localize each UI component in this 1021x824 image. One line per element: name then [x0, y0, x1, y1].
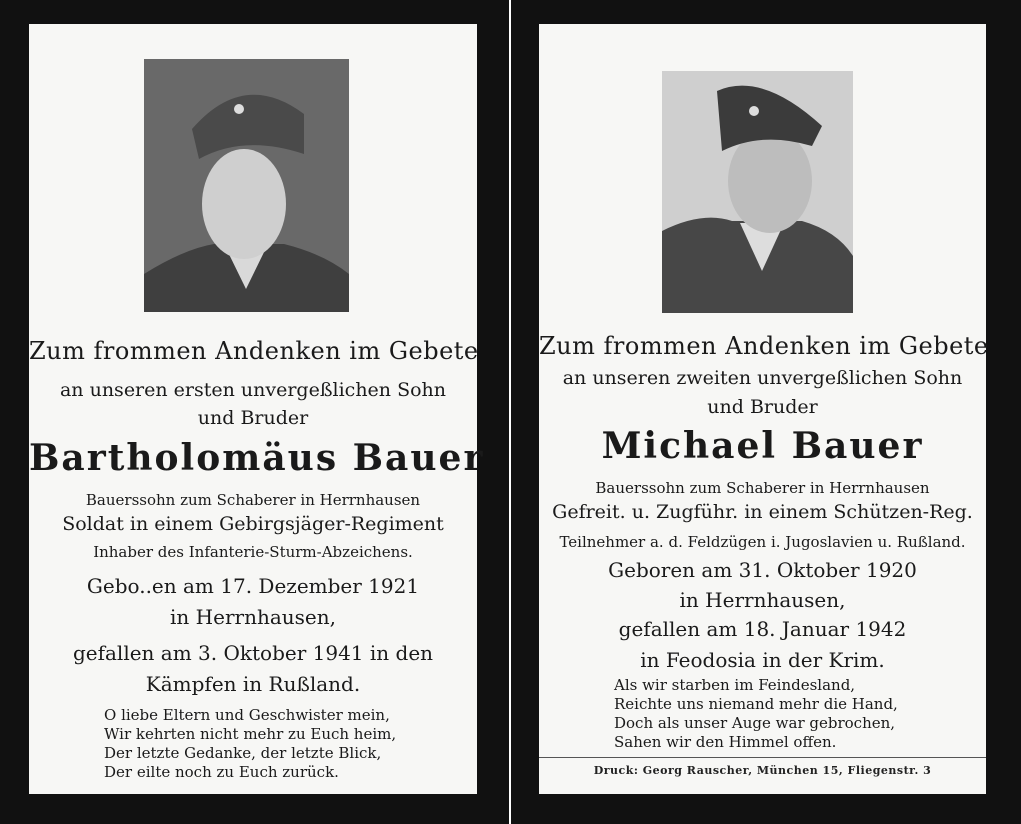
right-campaigns: Teilnehmer a. d. Feldzügen i. Jugoslavien u. Rußland.: [559, 533, 966, 551]
right-unit: Gefreit. u. Zugführ. in einem Schützen-Reg.: [552, 501, 973, 523]
left-heading: Zum frommen Andenken im Gebete: [29, 337, 479, 365]
left-verse-line: Der eilte noch zu Euch zurück.: [104, 763, 339, 781]
right-line1: an unseren zweiten unvergeßlichen Sohn: [562, 367, 963, 389]
left-award: Inhaber des Infanterie-Sturm-Abzeichens.: [93, 543, 413, 561]
right-soldier-photo: [662, 71, 853, 313]
right-occupation: Bauerssohn zum Schaberer in Herrnhausen: [595, 479, 930, 497]
printer-imprint: Druck: Georg Rauscher, München 15, Fliegenstr. 3: [539, 757, 986, 777]
right-verse-line: Reichte uns niemand mehr die Hand,: [614, 695, 898, 713]
right-line2: und Bruder: [707, 396, 818, 418]
left-born: Gebo..en am 17. Dezember 1921: [86, 574, 420, 598]
right-born: Geboren am 31. Oktober 1920: [608, 558, 917, 582]
left-verse-line: Wir kehrten nicht mehr zu Euch heim,: [104, 725, 397, 743]
right-heading: Zum frommen Andenken im Gebete: [539, 332, 989, 360]
right-born-place: in Herrnhausen,: [679, 588, 846, 612]
right-fallen: gefallen am 18. Januar 1942: [618, 617, 907, 641]
left-soldier-photo: [144, 59, 349, 312]
left-name: Bartholomäus Bauer: [29, 437, 485, 479]
right-verse-line: Als wir starben im Feindesland,: [614, 676, 856, 694]
left-verse-line: O liebe Eltern und Geschwister mein,: [104, 706, 390, 724]
left-born-place: in Herrnhausen,: [170, 605, 336, 629]
left-fallen-place: Kämpfen in Rußland.: [145, 672, 361, 696]
right-name: Michael Bauer: [601, 425, 924, 467]
left-line2: und Bruder: [197, 407, 309, 429]
right-verse-line: Sahen wir den Himmel offen.: [614, 733, 837, 751]
left-verse-line: Der letzte Gedanke, der letzte Blick,: [104, 744, 382, 762]
left-unit: Soldat in einem Gebirgsjäger-Regiment: [62, 513, 444, 535]
right-fallen-place: in Feodosia in der Krim.: [640, 648, 885, 672]
left-fallen: gefallen am 3. Oktober 1941 in den: [72, 641, 434, 665]
left-verse: [104, 706, 396, 782]
right-verse: [614, 676, 898, 752]
right-verse-line: Doch als unser Auge war gebrochen,: [614, 714, 896, 732]
left-line1: an unseren ersten unvergeßlichen Sohn: [59, 379, 447, 401]
left-occupation: Bauerssohn zum Schaberer in Herrnhausen: [85, 491, 421, 509]
